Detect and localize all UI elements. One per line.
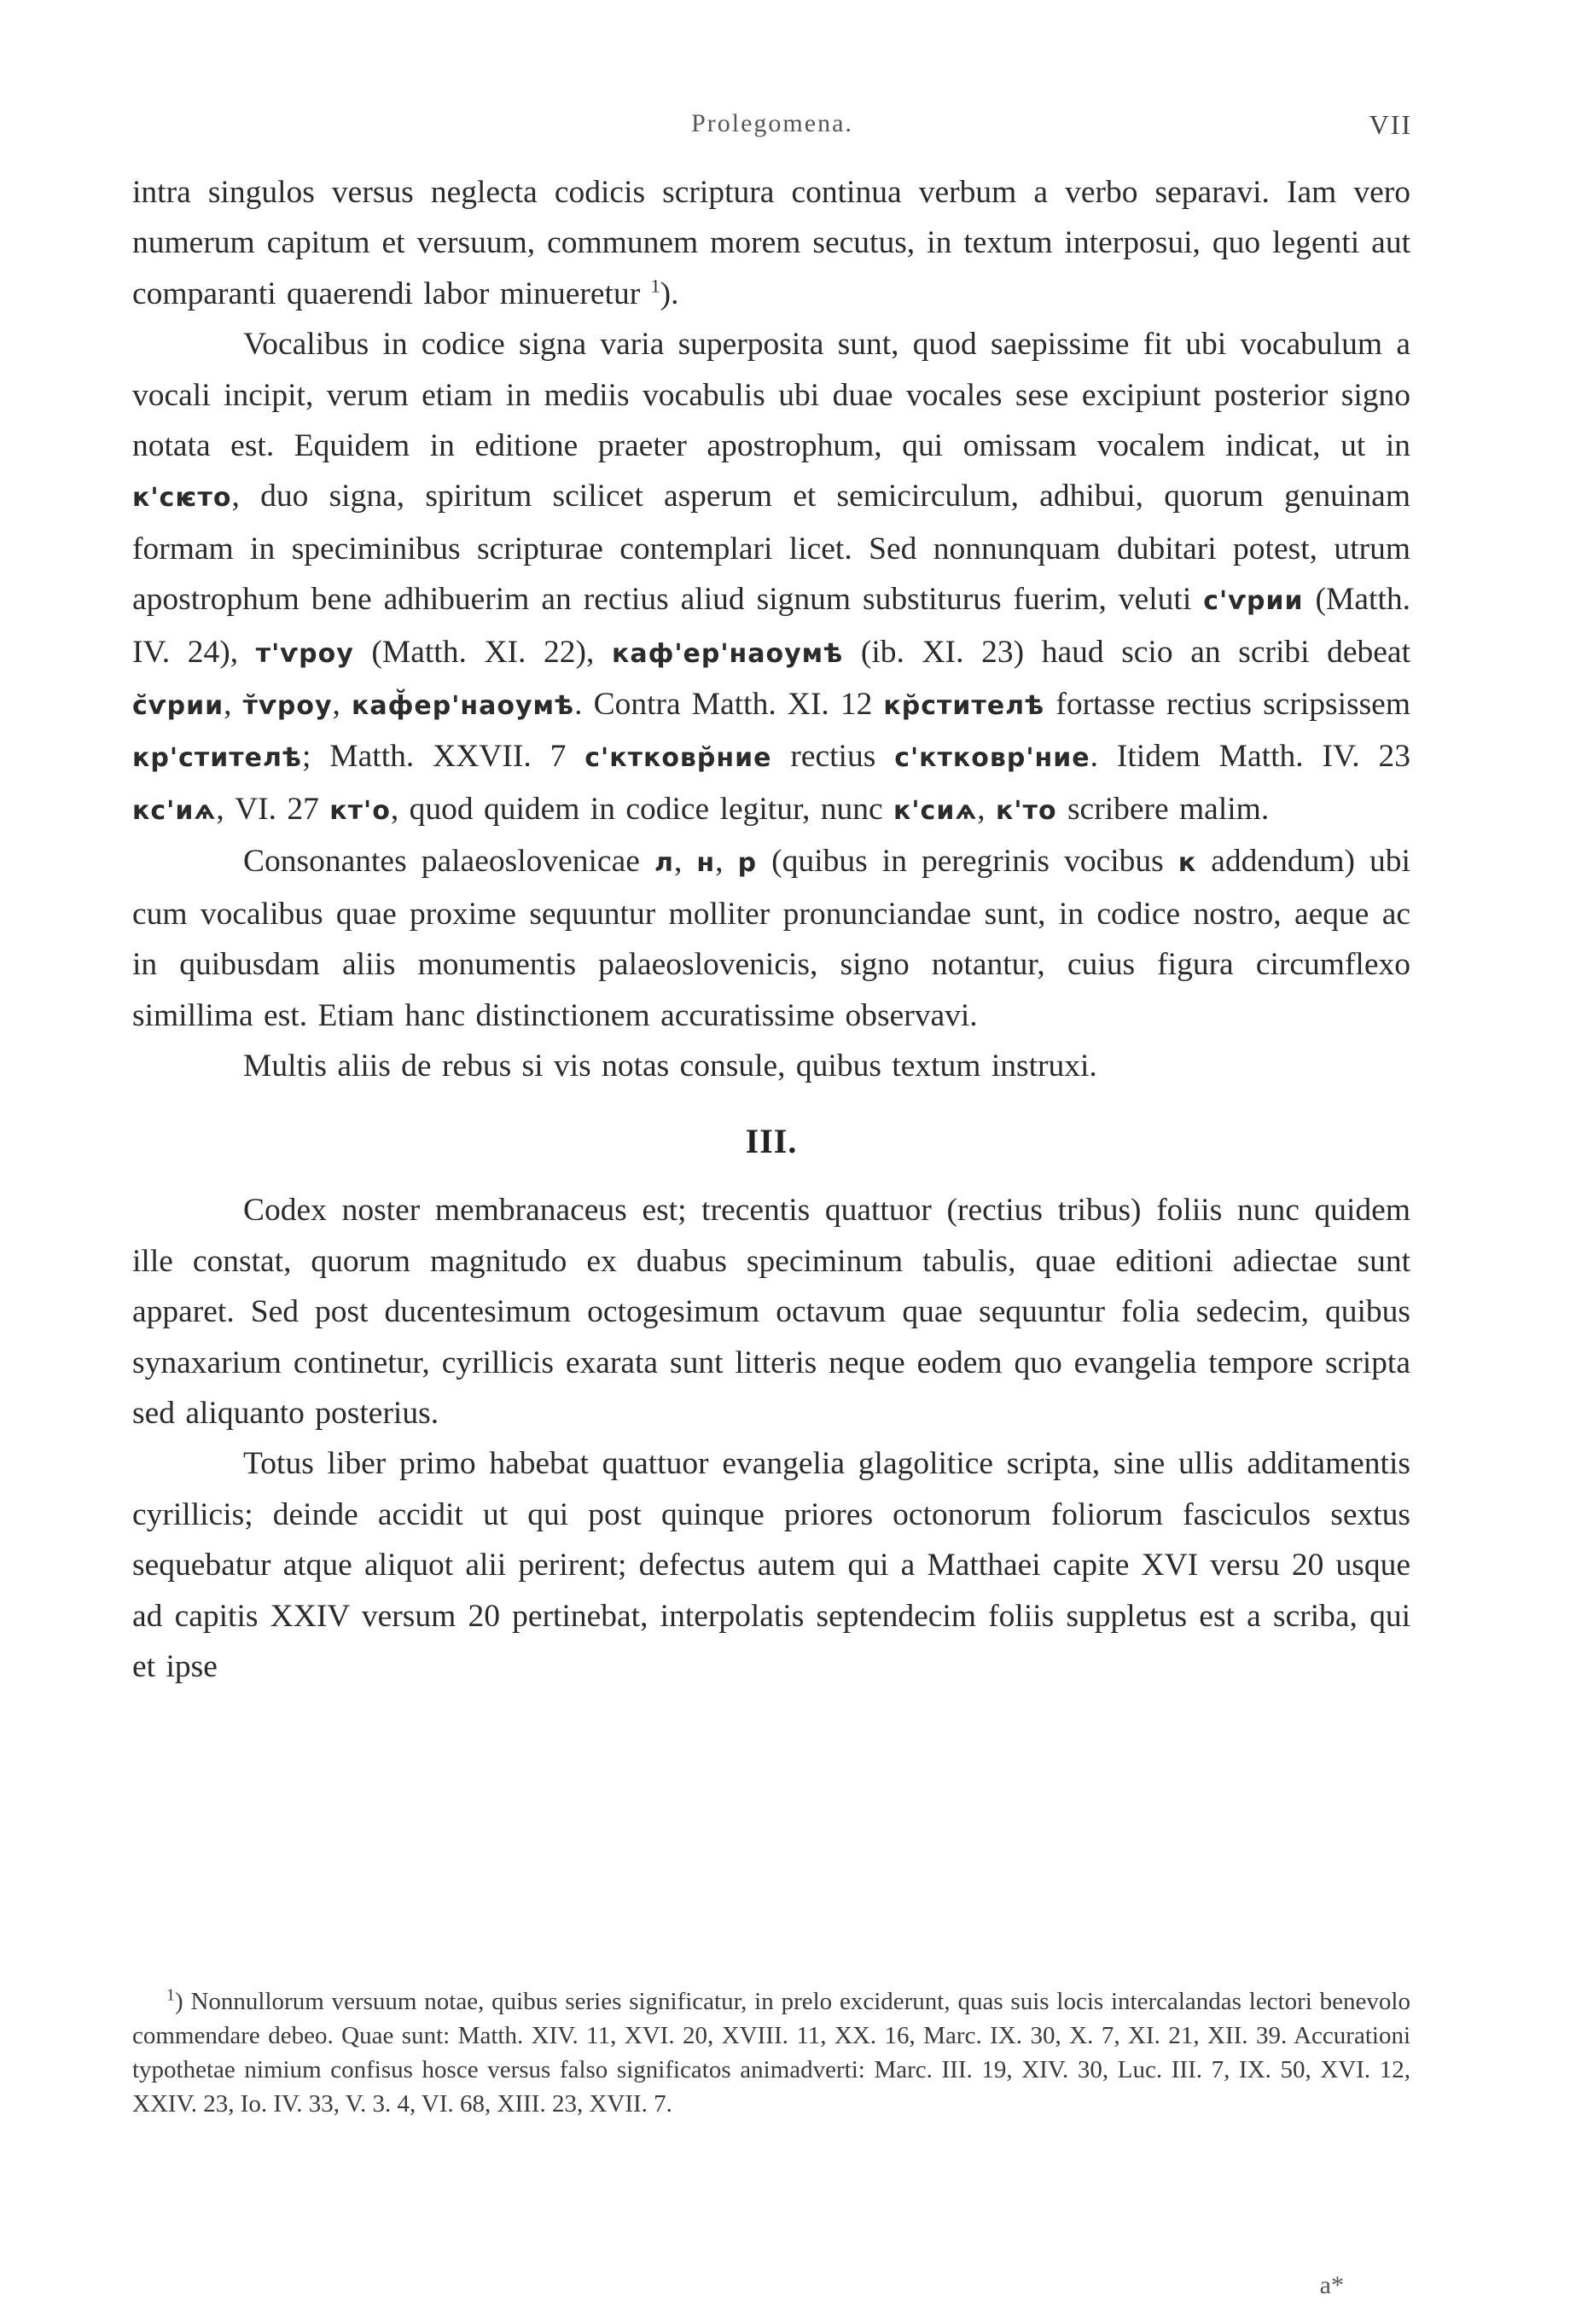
text-run: (Matth. XI. 22), (353, 634, 612, 670)
paragraphs-before (132, 167, 1410, 1091)
text-run: , (332, 687, 352, 723)
text-run: rectius (771, 739, 895, 775)
text-run: scribere malim. (1056, 791, 1270, 827)
footnote-reference: 1 (650, 275, 660, 297)
text-run: intra singulos versus neglecta codicis scriptura continua verbum a verbo separavi. Iam vero numerum capitum et versuum, communem morem secutus, in textum interposui, quo legenti aut comparanti quaerendi labor minueretur (132, 175, 1410, 311)
text-run: . Itidem Matth. IV. 23 (1090, 739, 1410, 775)
glagolitic-word: кр'стителѣ (132, 743, 302, 774)
glagolitic-word: каф̆ер'наоумѣ (352, 691, 575, 722)
glagolitic-word: кс'иѧ (132, 795, 217, 826)
text-run: addendum) ubi cum vocalibus quae proxime sequuntur molliter pronunciandae sunt, in codice nostro, aeque ac in quibusdam aliis monumentis palaeoslovenicis, signo notantur, cuius figura circumflexo simillima est. Etiam hanc distinctionem accuratissime observavi. (132, 844, 1410, 1033)
text-run: Codex noster membranaceus est; trecentis quattuor (rectius tribus) foliis nunc quidem ille constat, quorum magnitudo ex duabus speciminum tabulis, quae editioni adiectae sunt apparet. Sed post ducentesimum octogesimum octavum quae sequuntur folia sedecim, quibus synaxarium continetur, cyrillicis exarata sunt litteris neque eodem quo evangelia tempore scripta sed aliquanto posterius. (132, 1193, 1410, 1431)
glagolitic-word: л (654, 848, 674, 879)
paragraph-vocal-signs (132, 319, 1410, 836)
paragraph-continuation (132, 167, 1410, 319)
footnote-text: ) Nonnullorum versuum notae, quibus series significatur, in prelo exciderunt, quas suis locis intercalandas lectori benevolo commendare debeo. Quae sunt: Matth. XIV. 11, XVI. 20, XVIII. 11, XX. 16, Marc. IX. 30, X. 7, XI. 21, XII. 39. Accurationi typothetae nimium confisus hosce versus falso significatos animadverti: Marc. III. 19, XIV. 30, Luc. III. 7, IX. 50, XVI. 12, XXIV. 23, Io. IV. 33, V. 3. 4, VI. 68, XIII. 23, XVII. 7. (132, 1988, 1410, 2118)
body-text (132, 167, 1410, 1692)
text-run: (quibus in peregrinis vocibus (757, 844, 1178, 880)
glagolitic-word: с'ктковр̆ние (584, 743, 772, 774)
text-run: , (715, 844, 738, 880)
text-run: , quod quidem in codice legitur, nunc (390, 791, 893, 827)
glagolitic-word: кр̆стителѣ (883, 691, 1045, 722)
text-run: Totus liber primo habebat quattuor evangelia glagolitice scripta, sine ullis additamentis cyrillicis; deinde accidit ut qui post quinque priores octonorum foliorum fasciculos sextus sequebatur atque aliquot alii perirent; defectus autem qui a Matthaei capite XVI versu 20 usque ad capitis XXIV versum 20 pertinebat, interpolatis septendecim foliis suppletus est a scriba, qui et ipse (132, 1446, 1410, 1684)
page-number: VII (1369, 109, 1412, 140)
glagolitic-word: к'сѥто (132, 483, 232, 514)
text-run: ). (660, 276, 679, 311)
text-run: , (673, 844, 697, 880)
text-run: ; Matth. XXVII. 7 (302, 739, 585, 775)
footnotes (132, 1984, 1410, 2121)
footnote-marker: 1 (166, 1985, 175, 2005)
glagolitic-word: к'то (996, 795, 1057, 826)
text-run: . Contra Matth. XI. 12 (574, 687, 884, 723)
text-run: , (224, 687, 243, 723)
running-title: Prolegomena. (691, 109, 853, 137)
text-run: (ib. XI. 23) haud scio an scribi debeat (843, 634, 1410, 670)
paragraph-consonants (132, 836, 1410, 1041)
text-run: Consonantes palaeoslovenicae (243, 844, 654, 880)
glagolitic-word: с̆ѵрии (132, 691, 224, 722)
text-run: Vocalibus in codice signa varia superposita sunt, quod saepissime fit ubi vocabulum a vocali incipit, verum etiam in mediis vocabulis ubi duae vocales sese excipiunt posterior signo notata est. Equidem in editione praeter apostrophum, qui omissam vocalem indicat, ut in (132, 327, 1410, 464)
footnote (132, 1984, 1410, 2121)
paragraph-notes (132, 1041, 1410, 1091)
text-run: , VI. 27 (216, 791, 330, 827)
glagolitic-word: н (696, 848, 716, 879)
text-run: , duo signa, spiritum scilicet asperum et semicirculum, adhibui, quorum genuinam formam in speciminibus scripturae contemplari licet. Sed nonnunquam dubitari potest, utrum apostrophum bene adhibuerim an rectius aliud signum substiturus fuerim, veluti (132, 479, 1410, 618)
running-head (132, 109, 1412, 152)
glagolitic-word: к'сиѧ (893, 795, 978, 826)
text-run: , (977, 791, 997, 827)
glagolitic-word: с'ѵрии (1203, 586, 1304, 617)
glagolitic-word: к (1178, 848, 1197, 879)
text-run: Multis aliis de rebus si vis notas consule, quibus textum instruxi. (243, 1048, 1097, 1084)
text-run: (Matth. IV. 24), (132, 582, 1410, 670)
paragraph-codex (132, 1185, 1410, 1438)
glagolitic-word: кт'о (329, 795, 391, 826)
paragraphs-after (132, 1185, 1410, 1692)
glagolitic-word: с'ктковр'ние (894, 743, 1090, 774)
section-heading: III. (745, 1122, 798, 1161)
glagolitic-word: р (737, 848, 758, 879)
glagolitic-word: т̆ѵроу (242, 691, 333, 722)
glagolitic-word: т'ѵроу (255, 638, 354, 669)
paragraph-liber (132, 1438, 1410, 1692)
signature-mark: a* (1319, 2271, 1344, 2299)
text-run: fortasse rectius scripsissem (1044, 687, 1410, 723)
glagolitic-word: каф'ер'наоумѣ (611, 638, 844, 669)
